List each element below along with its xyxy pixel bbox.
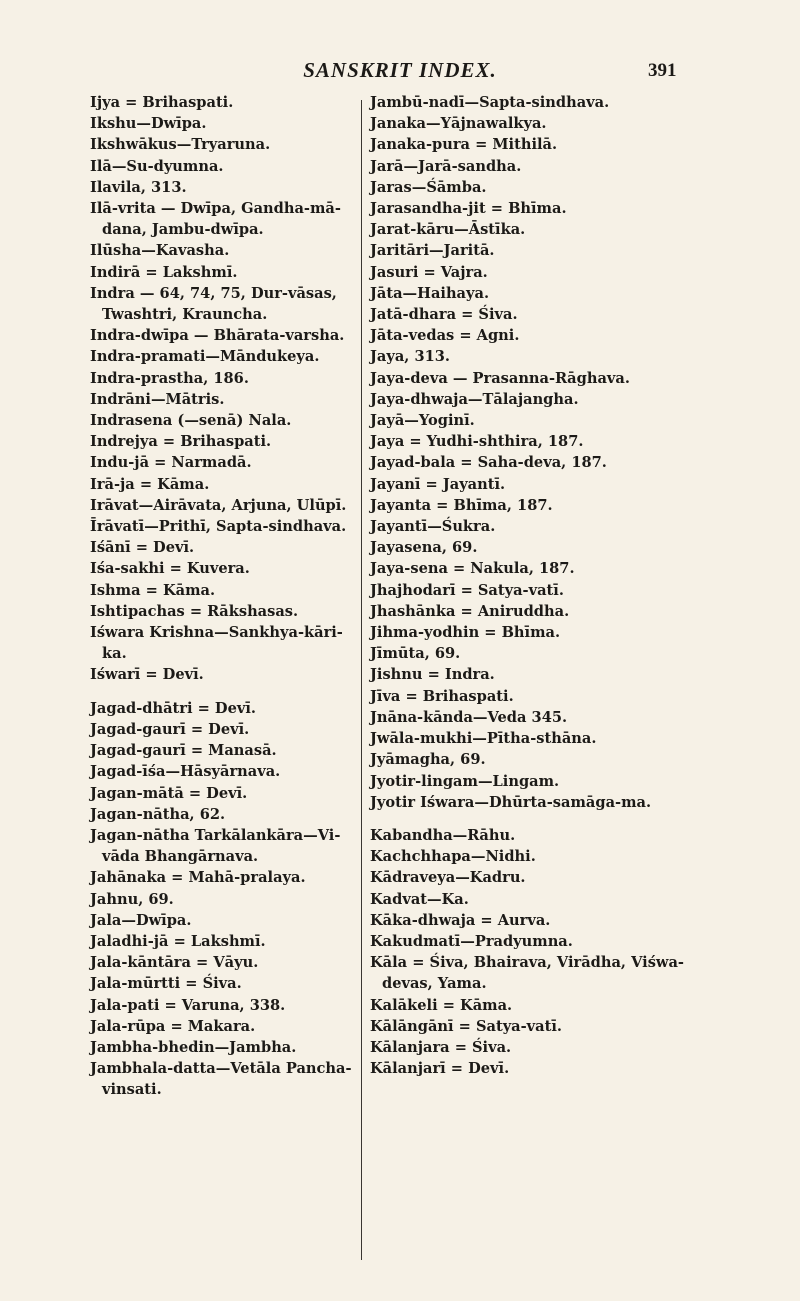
index-column-right (370, 92, 690, 1079)
index-entry: Jambha-bhedin—Jambha. (90, 1038, 297, 1056)
index-entry: Jala-rūpa = Makara. (90, 1017, 256, 1035)
index-entry: Jala-mūrtti = Śiva. (90, 975, 242, 993)
index-entry: Jagad-īśa—Hāsyārnava. (90, 763, 281, 781)
index-entry: Indrejya = Brihaspati. (90, 433, 272, 451)
index-entry: Jayantī—Śukra. (370, 518, 496, 536)
index-entry: Ikshwākus—Tryaruna. (90, 136, 271, 154)
index-entry: Jala—Dwīpa. (90, 911, 192, 929)
running-head (0, 58, 800, 84)
index-entry: Ilā-vrita — Dwīpa, Gandha-mā-dana, Jambu-dwīpa. (90, 200, 341, 239)
index-entry: Jihma-yodhin = Bhīma. (370, 624, 561, 642)
index-entry: Kachchhapa—Nidhi. (370, 848, 536, 866)
index-entry: Jayad-bala = Saha-deva, 187. (370, 454, 607, 472)
index-entry: Ikshu—Dwīpa. (90, 115, 207, 133)
index-entry: Jagan-nātha, 62. (90, 805, 226, 823)
index-entry: Ishtipachas = Rākshasas. (90, 602, 299, 620)
index-entry: Jagan-mātā = Devī. (90, 784, 248, 802)
index-entry: Kāka-dhwaja = Aurva. (370, 911, 551, 929)
index-entry: Iśa-sakhi = Kuvera. (90, 560, 250, 578)
index-entry: Jala-pati = Varuna, 338. (90, 996, 286, 1014)
index-entry: Jaras—Śāmba. (370, 178, 487, 196)
index-entry: Jayā—Yoginī. (370, 412, 475, 430)
index-entry: Janaka-pura = Mithilā. (370, 136, 558, 154)
index-entry: Kālanjara = Śiva. (370, 1038, 512, 1056)
index-entry: Jatā-dhara = Śiva. (370, 306, 518, 324)
section-gap (370, 813, 690, 825)
index-entry: Kālāngānī = Satya-vatī. (370, 1017, 562, 1035)
index-entry: Iśwarī = Devī. (90, 666, 204, 684)
index-entry: Jāta-vedas = Agni. (370, 327, 520, 345)
index-entry: Jnāna-kānda—Veda 345. (370, 708, 568, 726)
index-entry: Ilūsha—Kavasha. (90, 242, 230, 260)
index-entry: Jishnu = Indra. (370, 666, 495, 684)
index-entry: Jayanta = Bhīma, 187. (370, 496, 553, 514)
index-entry: Jagad-gaurī = Devī. (90, 720, 250, 738)
index-entry: Jhashānka = Aniruddha. (370, 602, 570, 620)
index-entry: Jambū-nadī—Sapta-sindhava. (370, 94, 610, 111)
index-entry: Indirā = Lakshmī. (90, 263, 238, 281)
index-entry: Irā-ja = Kāma. (90, 475, 210, 493)
index-entry: Jīva = Brihaspati. (370, 687, 514, 705)
index-entry: Indu-jā = Narmadā. (90, 454, 252, 472)
index-entry: Kabandha—Rāhu. (370, 826, 516, 844)
index-entry: Ilavila, 313. (90, 178, 187, 196)
running-title: SANSKRIT INDEX. (303, 58, 497, 82)
index-entry: Kadvat—Ka. (370, 890, 469, 908)
index-entry: Jaya-sena = Nakula, 187. (370, 560, 575, 578)
index-entry: Jagad-gaurī = Manasā. (90, 742, 277, 760)
index-entry: Kāla = Śiva, Bhairava, Virādha, Viśwa-devas, Yama. (370, 954, 684, 993)
column-divider (361, 100, 362, 1260)
index-entry: Iśānī = Devī. (90, 539, 195, 557)
index-entry: Jarasandha-jit = Bhīma. (370, 200, 567, 218)
index-entry: Jaya-dhwaja—Tālajangha. (370, 390, 579, 408)
index-entry: Jasuri = Vajra. (370, 263, 488, 281)
index-entry: Īrāvatī—Prithī, Sapta-sindhava. (90, 518, 347, 536)
section-gap (90, 686, 352, 698)
index-entry: Jaladhi-jā = Lakshmī. (90, 932, 266, 950)
index-entry: Jyāmagha, 69. (370, 751, 486, 769)
index-entry: Jaya, 313. (370, 348, 451, 366)
index-entry: Jagad-dhātri = Devī. (90, 699, 256, 717)
index-entry: Indrasena (—senā) Nala. (90, 412, 292, 430)
index-entry: Iśwara Krishna—Sankhya-kāri-ka. (90, 624, 343, 663)
index-entry: Jhajhodarī = Satya-vatī. (370, 581, 564, 599)
index-entry: Jaritāri—Jaritā. (370, 242, 495, 260)
index-entry: Irāvat—Airāvata, Arjuna, Ulūpī. (90, 496, 347, 514)
index-entry: Jaya-deva — Prasanna-Rāghava. (370, 369, 630, 387)
index-entry: Jyotir Iśwara—Dhūrta-samāga-ma. (370, 793, 652, 811)
index-column-left (90, 92, 352, 1101)
index-entry: Jagan-nātha Tarkālankāra—Vi-vāda Bhangārnava. (90, 826, 341, 866)
page-number: 391 (648, 60, 677, 81)
index-entry: Jahānaka = Mahā-pralaya. (90, 869, 306, 887)
index-entry: Jarat-kāru—Āstīka. (370, 221, 526, 239)
index-entry: Jāta—Haihaya. (370, 284, 490, 302)
index-entry: Janaka—Yājnawalkya. (370, 115, 547, 133)
index-entry: Jambhala-datta—Vetāla Pancha-vinsati. (90, 1060, 352, 1099)
index-entry: Indra-dwīpa — Bhārata-varsha. (90, 327, 345, 345)
index-entry: Jaya = Yudhi-shthira, 187. (370, 433, 584, 451)
index-entry: Jala-kāntāra = Vāyu. (90, 954, 259, 972)
index-entry: Ishma = Kāma. (90, 581, 216, 599)
index-entry: Kakudmatī—Pradyumna. (370, 932, 573, 950)
index-entry: Kādraveya—Kadru. (370, 869, 526, 887)
index-entry: Jahnu, 69. (90, 890, 174, 908)
index-entry: Jwāla-mukhi—Pītha-sthāna. (370, 730, 597, 748)
index-entry: Kalākeli = Kāma. (370, 996, 513, 1014)
index-entry: Jayasena, 69. (370, 539, 478, 557)
index-entry: Kālanjarī = Devī. (370, 1060, 510, 1078)
index-entry: Ilā—Su-dyumna. (90, 157, 224, 175)
index-entry: Indrāni—Mātris. (90, 390, 225, 408)
index-entry: Indra — 64, 74, 75, Dur-vāsas, Twashtri, Krauncha. (90, 284, 337, 324)
index-entry: Indra-prastha, 186. (90, 369, 249, 387)
index-entry: Jyotir-lingam—Lingam. (370, 772, 560, 790)
index-entry: Ijya = Brihaspati. (90, 94, 234, 111)
index-entry: Jīmūta, 69. (370, 645, 461, 663)
index-entry: Jarā—Jarā-sandha. (370, 157, 522, 175)
index-entry: Indra-pramati—Māndukeya. (90, 348, 320, 366)
index-entry: Jayanī = Jayantī. (370, 475, 506, 493)
